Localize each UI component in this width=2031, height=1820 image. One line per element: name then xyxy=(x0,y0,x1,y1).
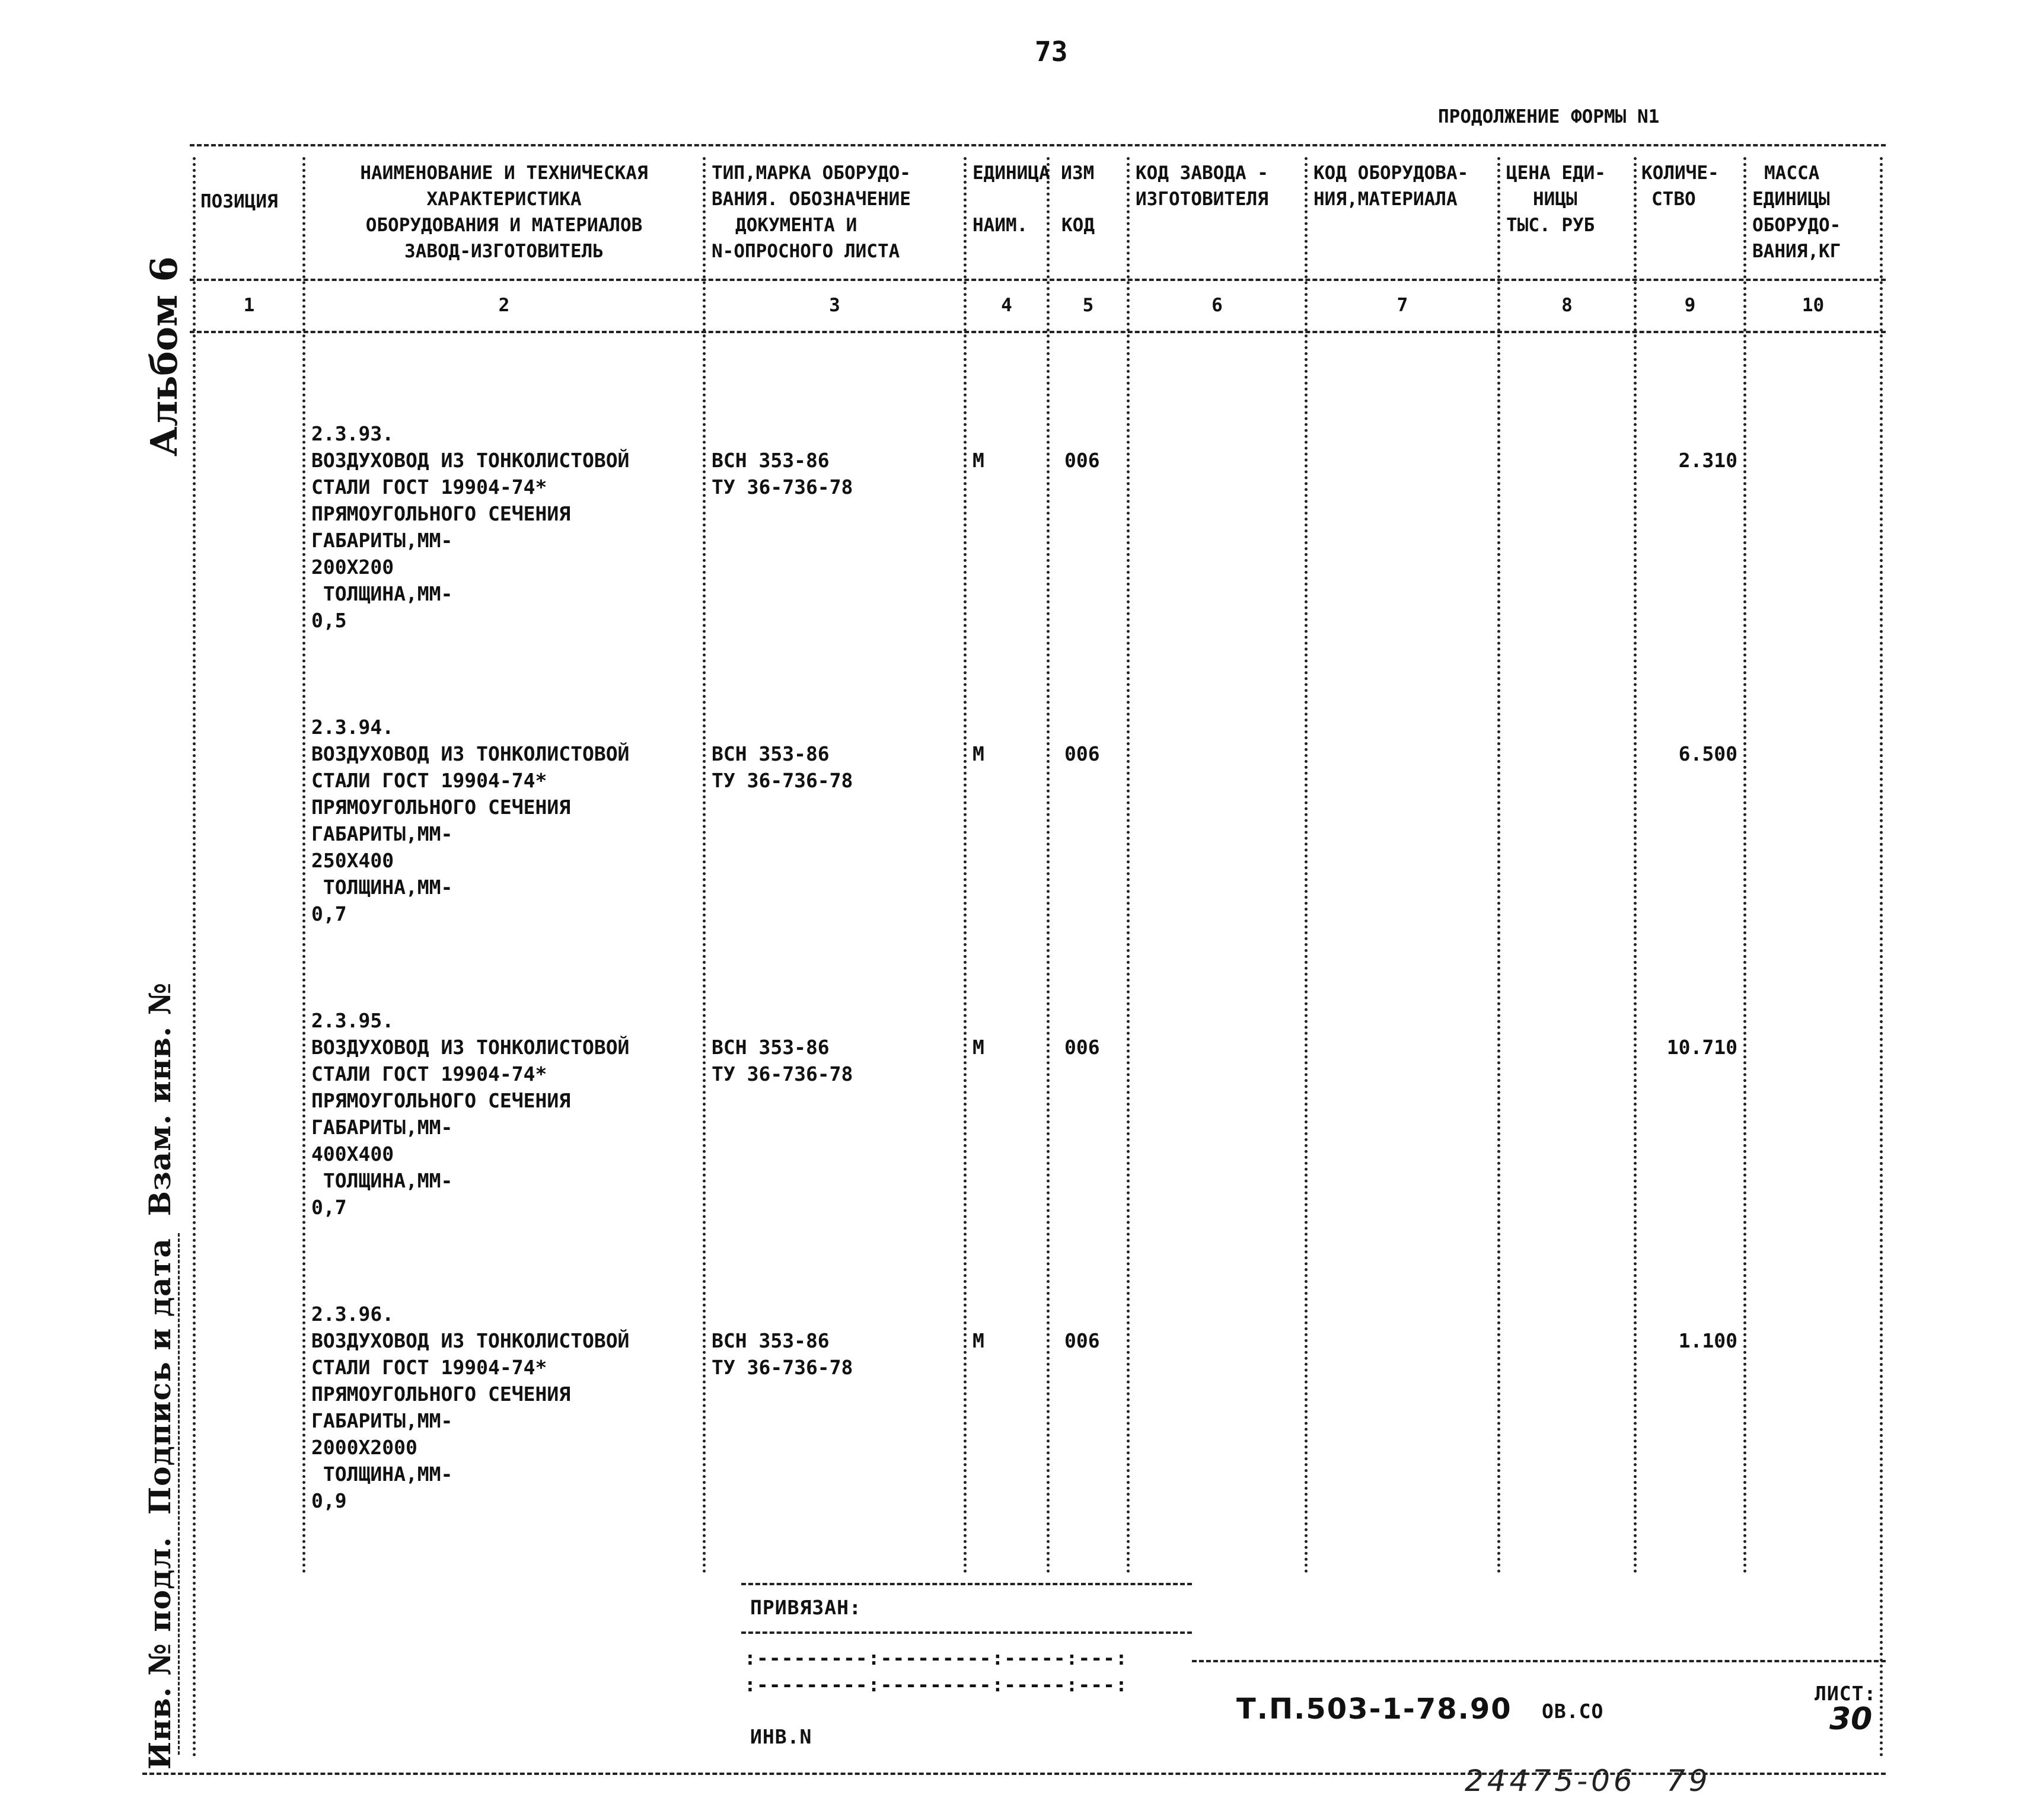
item-doc-line: ВСН 353-86 xyxy=(712,1329,830,1352)
item-doc-line: ТУ 36-736-78 xyxy=(712,1356,853,1379)
item-unit: М xyxy=(973,742,984,765)
item-quantity: 2.310 xyxy=(1678,449,1737,472)
item-name-line: ВОЗДУХОВОД ИЗ ТОНКОЛИСТОВОЙ xyxy=(311,1036,630,1059)
doc-code: Т.П.503-1-78.90 xyxy=(1236,1693,1512,1726)
item-position: 2.3.93. xyxy=(311,422,394,445)
item-name-line: ВОЗДУХОВОД ИЗ ТОНКОЛИСТОВОЙ xyxy=(311,449,630,472)
item-unit: М xyxy=(973,1329,984,1352)
item-unit: М xyxy=(973,1036,984,1059)
col-number-3: 3 xyxy=(829,295,840,316)
item-unit-code: 006 xyxy=(1064,449,1100,472)
item-name-line: ПРЯМОУГОЛЬНОГО СЕЧЕНИЯ xyxy=(311,796,571,819)
header-mass-3: ОБОРУДО- xyxy=(1752,215,1841,236)
item-name-line: 0,7 xyxy=(311,902,347,925)
item-name-line: СТАЛИ ГОСТ 19904-74* xyxy=(311,1356,547,1379)
item-name-line: СТАЛИ ГОСТ 19904-74* xyxy=(311,1062,547,1085)
item-name-line: ТОЛЩИНА,ММ- xyxy=(311,876,453,899)
item-name-line: ГАБАРИТЫ,ММ- xyxy=(311,1116,453,1139)
sheet-number: 30 xyxy=(1829,1701,1873,1737)
continuation-title: ПРОДОЛЖЕНИЕ ФОРМЫ N1 xyxy=(1438,106,1660,127)
col-sep-10 xyxy=(1880,157,1883,1758)
item-name-line: ГАБАРИТЫ,ММ- xyxy=(311,529,453,552)
header-equipment-code-1: КОД ОБОРУДОВА- xyxy=(1313,162,1469,184)
col-sep-3 xyxy=(964,157,967,1574)
item-doc-line: ВСН 353-86 xyxy=(712,449,830,472)
header-name-line-1: НАИМЕНОВАНИЕ И ТЕХНИЧЕСКАЯ xyxy=(360,162,648,184)
item-position: 2.3.94. xyxy=(311,716,394,739)
stamp-label: Инв. № подл. Подпись и дата Взам. инв. № xyxy=(142,982,177,1770)
item-unit-code: 006 xyxy=(1064,742,1100,765)
header-equipment-code-2: НИЯ,МАТЕРИАЛА xyxy=(1313,189,1458,210)
header-factory-code-2: ИЗГОТОВИТЕЛЯ xyxy=(1136,189,1268,210)
item-name-line: 0,7 xyxy=(311,1196,347,1219)
header-doc-line-3: ДОКУМЕНТА И xyxy=(735,215,857,236)
header-doc-line-2: ВАНИЯ. ОБОЗНАЧЕНИЕ xyxy=(712,189,911,210)
item-name-line: ПРЯМОУГОЛЬНОГО СЕЧЕНИЯ xyxy=(311,1089,571,1112)
item-position: 2.3.95. xyxy=(311,1009,394,1032)
sheet-label: ЛИСТ: xyxy=(1815,1682,1877,1705)
item-name-line: 400Х400 xyxy=(311,1142,394,1166)
header-mass-2: ЕДИНИЦЫ xyxy=(1752,189,1830,210)
header-doc-line-4: N-ОПРОСНОГО ЛИСТА xyxy=(712,241,900,262)
col-sep-7 xyxy=(1497,157,1500,1574)
col-sep-8 xyxy=(1634,157,1637,1574)
header-position: ПОЗИЦИЯ xyxy=(200,191,278,212)
col-sep-5 xyxy=(1127,157,1130,1574)
header-name-line-2: ХАРАКТЕРИСТИКА xyxy=(426,189,582,210)
item-doc-line: ВСН 353-86 xyxy=(712,742,830,765)
handwritten-page: 79 xyxy=(1666,1764,1711,1798)
col-number-6: 6 xyxy=(1211,295,1223,316)
item-name-line: 200Х200 xyxy=(311,555,394,579)
footer-dash-line-2: :---------:---------:-----:---: xyxy=(744,1673,1128,1696)
item-name-line: ГАБАРИТЫ,ММ- xyxy=(311,1409,453,1432)
item-name-line: ПРЯМОУГОЛЬНОГО СЕЧЕНИЯ xyxy=(311,502,571,525)
footer-block-top-rule xyxy=(741,1583,1192,1585)
header-doc-line-1: ТИП,МАРКА ОБОРУДО- xyxy=(712,162,911,184)
item-unit-code: 006 xyxy=(1064,1036,1100,1059)
item-quantity: 1.100 xyxy=(1678,1329,1737,1352)
item-name-line: СТАЛИ ГОСТ 19904-74* xyxy=(311,769,547,792)
header-price-1: ЦЕНА ЕДИ- xyxy=(1506,162,1606,184)
item-position: 2.3.96. xyxy=(311,1302,394,1326)
album-label: Альбом 6 xyxy=(142,256,186,456)
item-name-line: ПРЯМОУГОЛЬНОГО СЕЧЕНИЯ xyxy=(311,1382,571,1406)
footer-stamp-top-rule xyxy=(1192,1660,1886,1662)
header-quantity-1: КОЛИЧЕ- xyxy=(1641,162,1719,184)
col-number-8: 8 xyxy=(1561,295,1573,316)
header-name-line-3: ОБОРУДОВАНИЯ И МАТЕРИАЛОВ xyxy=(365,215,643,236)
inv-label: ИНВ.N xyxy=(750,1725,812,1748)
item-quantity: 6.500 xyxy=(1678,742,1737,765)
item-doc-line: ТУ 36-736-78 xyxy=(712,1062,853,1085)
item-unit-code: 006 xyxy=(1064,1329,1100,1352)
header-unit-title: ЕДИНИЦА ИЗМ xyxy=(973,162,1095,184)
item-doc-line: ВСН 353-86 xyxy=(712,1036,830,1059)
stamp-rule-1 xyxy=(178,1233,180,1755)
handwritten-number: 24475-06 xyxy=(1465,1764,1636,1798)
item-quantity: 10.710 xyxy=(1666,1036,1737,1059)
item-name-line: 0,5 xyxy=(311,609,347,632)
item-name-line: ТОЛЩИНА,ММ- xyxy=(311,1463,453,1486)
col-number-1: 1 xyxy=(243,295,255,316)
page-number: 73 xyxy=(1035,36,1068,68)
col-sep-9 xyxy=(1743,157,1746,1574)
col-sep-2 xyxy=(703,157,706,1574)
col-number-10: 10 xyxy=(1802,295,1825,316)
item-doc-line: ТУ 36-736-78 xyxy=(712,475,853,499)
col-sep-4 xyxy=(1047,157,1050,1574)
item-name-line: 0,9 xyxy=(311,1489,347,1512)
col-number-7: 7 xyxy=(1396,295,1408,316)
header-mass-1: МАССА xyxy=(1764,162,1820,184)
item-name-line: 2000Х2000 xyxy=(311,1436,417,1459)
item-name-line: ТОЛЩИНА,ММ- xyxy=(311,1169,453,1192)
header-price-2: НИЦЫ xyxy=(1533,189,1577,210)
item-name-line: ВОЗДУХОВОД ИЗ ТОНКОЛИСТОВОЙ xyxy=(311,1329,630,1352)
bound-label: ПРИВЯЗАН: xyxy=(750,1596,862,1619)
doc-suffix: ОВ.СО xyxy=(1542,1700,1604,1723)
item-name-line: ТОЛЩИНА,ММ- xyxy=(311,582,453,605)
numbers-bottom-rule xyxy=(190,331,1886,333)
col-number-4: 4 xyxy=(1001,295,1012,316)
item-name-line: СТАЛИ ГОСТ 19904-74* xyxy=(311,475,547,499)
header-price-3: ТЫС. РУБ xyxy=(1506,215,1595,236)
col-sep-1 xyxy=(302,157,305,1574)
header-bottom-rule xyxy=(190,279,1886,281)
item-unit: М xyxy=(973,449,984,472)
header-factory-code-1: КОД ЗАВОДА - xyxy=(1136,162,1268,184)
item-name-line: ВОЗДУХОВОД ИЗ ТОНКОЛИСТОВОЙ xyxy=(311,742,630,765)
header-mass-4: ВАНИЯ,КГ xyxy=(1752,241,1841,262)
col-sep-6 xyxy=(1305,157,1308,1574)
col-number-9: 9 xyxy=(1684,295,1696,316)
item-name-line: 250Х400 xyxy=(311,849,394,872)
header-name-line-4: ЗАВОД-ИЗГОТОВИТЕЛЬ xyxy=(404,241,604,262)
header-unit-name: НАИМ. xyxy=(973,215,1028,236)
item-doc-line: ТУ 36-736-78 xyxy=(712,769,853,792)
footer-dash-line-1: :---------:---------:-----:---: xyxy=(744,1646,1128,1669)
col-sep-0 xyxy=(193,157,196,1758)
col-number-5: 5 xyxy=(1082,295,1094,316)
header-quantity-2: СТВО xyxy=(1651,189,1696,210)
header-unit-code: КОД xyxy=(1061,215,1095,236)
col-number-2: 2 xyxy=(498,295,510,316)
item-name-line: ГАБАРИТЫ,ММ- xyxy=(311,822,453,845)
footer-block-rule-2 xyxy=(741,1631,1192,1634)
table-top-rule xyxy=(190,144,1886,146)
